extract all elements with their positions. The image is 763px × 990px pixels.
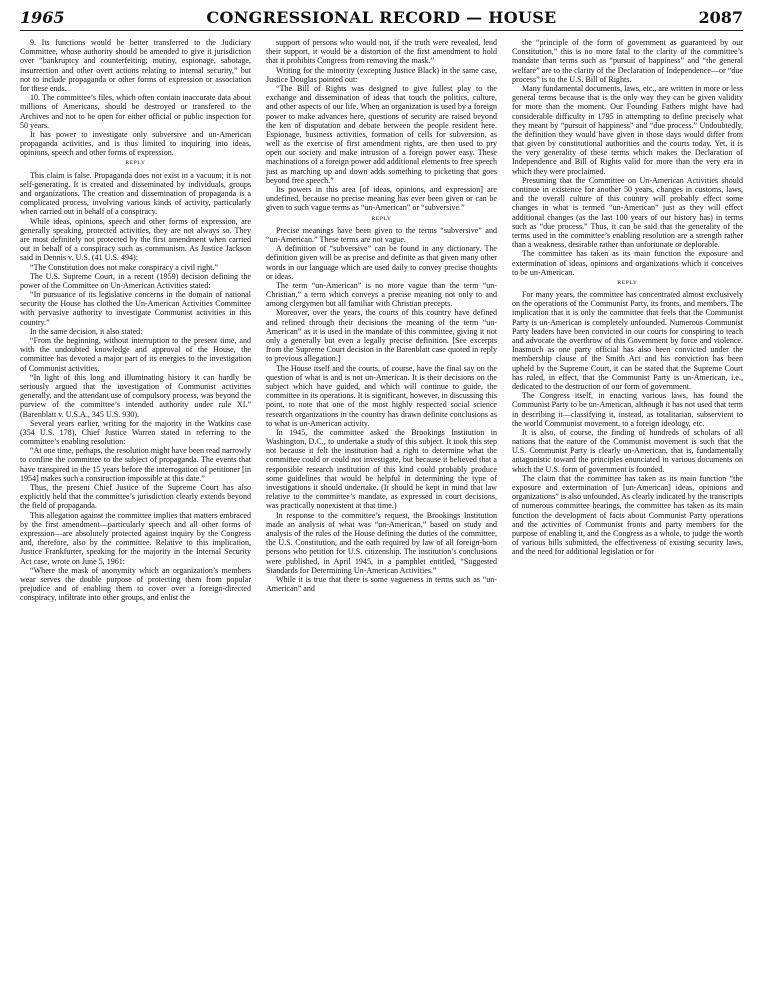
paragraph: It is also, of course, the finding of hundreds of scholars of all nations that the nature of the Communist movement is such that the U.S. Communist Party is clearly un-American, that is, fundamentally antagonistic toward the principles enunciated in various documents on which the U.S. form of government is founded. bbox=[512, 427, 743, 474]
paragraph: support of persons who would not, if the truth were revealed, lend their support, it would be a distortion of the first amendment to hold that it prohibits Congress from removing the mask.” bbox=[266, 38, 497, 66]
header-page-number: 2087 bbox=[698, 8, 743, 27]
paragraph: Presuming that the Committee on Un-American Activities should continue in existence for another 50 years, changes in customs, laws, and the overall culture of this country will probably effect some changes in what is termed “un-American” just as they will effect additional changes (as the last 100 years of our history has) in terms such as “due process.” Thus, it can be said that the generality of the terms used in the committee’s enabling resolution are a strength rather than a weakness, desirable rather than unfortunate or deplorable. bbox=[512, 175, 743, 250]
paragraph: “The Constitution does not make conspiracy a civil right.” bbox=[30, 262, 218, 272]
paragraph: Several years earlier, writing for the majority in the Watkins case (354 U.S. 178), Chief Justice Warren stated in referring to the committee’s enabling resolution: bbox=[20, 418, 251, 447]
paragraph: This allegation against the committee implies that matters embraced by the first amendment—particularly speech and all other forms of expression—are absolutely protected against inquiry by the Congress and, therefore, also by the committee. Relative to this implication, Justice Frankfurter, speaking for the majority in the Internal Security Act case, wrote on June 5, 1961: bbox=[20, 510, 251, 566]
paragraph: “In pursuance of its legislative concerns in the domain of national security the House has clothed the Un-American Activities Committee with pervasive authority to investigate Communist activities in this country.” bbox=[20, 290, 251, 327]
paragraph: In response to the committee’s request, the Brookings Institution made an analysis of what was “un-American,” based on study and analysis of the rules of the House defining the duties of the committee, the U.S. Constitution, and the oath required by law of all foreign-born persons who petition for U.S. citizenship. The institution’s conclusions were published, in April 1945, in a pamphlet entitled, “Suggested Standards for Determining Un-American Activities.” bbox=[266, 510, 497, 575]
paragraph: The Congress itself, in enacting various laws, has found the Communist Party to be un-American, although it has not used that term in describing it—classifying it, instead, as totalitarian, subservient to the world Communist movement, to a foreign ideology, etc. bbox=[512, 391, 743, 428]
paragraph: “At one time, perhaps, the resolution might have been read narrowly to confine the committee to the subject of propaganda. The events that have transpired in the 15 years before the interrogation of petitioner [in 1954] makes such a construction impossible at this date.” bbox=[20, 446, 251, 483]
paragraph: The House itself and the courts, of course, have the final say on the question of what is and is not un-American. It is their decisions on the subject which have guided, and which will continue to guide, the committee in its operations. It is significant, however, in discussing this point, to note that one of the most highly respected social science research organizations in the country has drawn definite conclusions as to what is un-American activity. bbox=[266, 363, 497, 428]
paragraph: The U.S. Supreme Court, in a recent (1959) decision defining the power of the Committee on Un-American Activities stated: bbox=[20, 271, 251, 290]
column-2 bbox=[266, 38, 497, 982]
paragraph: For many years, the committee has concentrated almost exclusively on the operations of the Communist Party, its fronts, and members. The implication that it is only the committee that feels that the Communist Party is un-American is completely unfounded. Numerous Communist Party leaders have been convicted in our courts for conspiring to teach and advocate the overthrow of this Government by force and violence. Inasmuch as one party official has also been convicted under the membership clause of the Smith Act and his conviction has been upheld by the Supreme Court, it can be stated that the Supreme Court has ruled, in effect, that the Communist Party is un-American, i.e., dedicated to the destruction of our form of government. bbox=[512, 290, 743, 391]
paragraph: Precise meanings have been given to the terms “subversive” and “un-American.” These terms are not vague. bbox=[266, 225, 497, 244]
header-rule bbox=[20, 30, 743, 31]
section-heading-reply: REPLY bbox=[371, 215, 392, 222]
paragraph: 9. Its functions would be better transferred to the Judiciary Committee, whose authority should be amended to give it jurisdiction over “bankruptcy and counterfeiting; mutiny, espionage, sabotage, insurrection and other overt actions relating to internal security,” but not to include propaganda or other forms of expression or association for these ends. bbox=[20, 38, 251, 93]
paragraph: Many fundamental documents, laws, etc., are written in more or less general terms because that is the only way they can be given validity for more than the moment. Our Founding Fathers might have had considerable difficulty in 1795 in attempting to define precisely what they meant by “pursuit of happiness” and “due process.” Undoubtedly, the definition they would have given in those days would differ from that given by constitutional authorities and the courts today. Yet, it is the very generality of these terms which makes the Declaration of Independence and Bill of Rights valid for more than the very era in which they were proclaimed. bbox=[512, 83, 743, 176]
paragraph: While it is true that there is some vagueness in terms such as “un-American” and bbox=[266, 574, 497, 594]
paragraph: Thus, the present Chief Justice of the Supreme Court has also explicitly held that the committee’s jurisdiction clearly extends beyond the field of propaganda. bbox=[20, 483, 251, 511]
column-3 bbox=[512, 38, 743, 982]
paragraph: Its powers in this area [of ideas, opinions, and expression] are undefined, because no precise meaning has ever been given or can be given to such vague terms as “un-American” or “subversive.” bbox=[266, 185, 497, 213]
paragraph: “The Bill of Rights was designed to give fullest play to the exchange and dissemination of ideas that touch the politics, culture, and other aspects of our life. When an organization is used by a foreign power to make advances here, questions of security are raised beyond the ken of disputation and debate between the people resident here. Espionage, business activities, formation of cells for subversion, as well as the exercise of first amendment rights, are then used to pry open our society and make intrusion of a foreign power easy. These machinations of a foreign power add additional elements to free speech just as marching up and down adds something to picketing that goes beyond free speech.” bbox=[266, 83, 497, 185]
paragraph: the “principle of the form of government as guaranteed by our Constitution,” this is no more fatal to the clarity of the committee’s mandate than terms such as “pursuit of happiness” and “the general welfare” are to the clarity of the Declaration of Independence—or “due process” is to the U.S. Bill of Rights. bbox=[512, 38, 743, 84]
paragraph: In 1945, the committee asked the Brookings Institution in Washington, D.C., to undertake a study of this subject. It took this step not because it felt the institution had a right to determine what the committee could or could not investigate, but because it believed that a responsible research institution of this kind could probably produce some guidelines that would be helpful in determining the type of investigations it should undertake. (It should be kept in mind that law relative to the committee’s mandate, as expressed in court decisions, was practically nonexistent at that time.) bbox=[266, 427, 497, 511]
paragraph: “In light of this long and illuminating history it can hardly be seriously argued that the investigation of Communist activities generally, and the attendant use of compulsory process, was beyond the purview of the committee’s intended authority under rule XI.” (Barenblatt v. U.S.A., 345 U.S. 930). bbox=[20, 372, 251, 419]
header-year: 1965 bbox=[20, 8, 65, 27]
paragraph: 10. The committee’s files, which often contain inaccurate data about millions of Americans, should be destroyed or transfered to the Archives and not to be open for either official or public inspection for 50 years. bbox=[20, 93, 251, 130]
paragraph: In the same decision, it also stated: bbox=[30, 326, 143, 336]
paragraph: While ideas, opinions, speech and other forms of expression, are generally speaking, protected activities, they are not always so. They are most definitely not protected by the first amendment when carried out in behalf of a conspiracy such as communism. As Justice Jackson said in Dennis v. U.S. (41 U.S. 494): bbox=[20, 216, 251, 263]
column-1 bbox=[20, 38, 251, 982]
header-title: CONGRESSIONAL RECORD — HOUSE bbox=[206, 8, 557, 27]
paragraph: Moreover, over the years, the courts of this country have defined and refined through their decisions the meaning of the term “un-American” as it is used in the mandate of this committee, giving it not only a generally but even a legally precise definition. [See excerpts from the Supreme Court decision in the Barenblatt case quoted in reply to previous allegation.] bbox=[266, 308, 497, 364]
section-heading-reply: REPLY bbox=[617, 279, 638, 286]
paragraph: The term “un-American” is no more vague than the term “un-Christian,” a term which conveys a precise meaning not only to and among clergymen but all familiar with Christian precepts. bbox=[266, 280, 497, 309]
paragraph: The committee has taken as its main function the exposure and extermination of ideas, opinions and organizations which it conceives to be un-American. bbox=[512, 249, 743, 277]
paragraph: Writing for the minority (excepting Justice Black) in the same case, Justice Douglas pointed out: bbox=[266, 65, 497, 84]
paragraph: “From the beginning, without interruption to the present time, and with the undoubted knowledge and approval of the House, the committee has devoted a major part of its energies to the investigation of Communist activities. bbox=[20, 336, 251, 373]
paragraph: A definition of “subversive” can be found in any dictionary. The definition given will be as precise and definite as that given many other words in our language which are used daily to convey precise thoughts or ideas. bbox=[266, 244, 497, 281]
section-heading-reply: REPLY bbox=[125, 160, 146, 167]
paragraph: This claim is false. Propaganda does not exist in a vacuum; it is not self-generating. It is created and disseminated by individuals, groups and organizations. The creation and dissemination of propaganda is a complicated process, involving various kinds of activity, particularly when carried out in behalf of a conspiracy. bbox=[20, 170, 251, 217]
paragraph: “Where the mask of anonymity which an organization’s members wear serves the double purpose of protecting them from popular prejudice and of enabling them to cover over a foreign-directed conspiracy, infiltrate into other groups, and enlist the bbox=[20, 565, 251, 603]
paragraph: The claim that the committee has taken as its main function “the exposure and extermination of [un-American] ideas, opinions and organizations” is also unfounded. As clearly indicated by the transcripts of numerous committee hearings, the committee has taken as its main function the development of facts about Communist Party operations and the activities of Communist fronts and party members for the purpose of enabling it, and the Congress as a whole, to judge the worth of various bills submitted, the effectiveness of existing security laws, and the need for additional legislation or for bbox=[512, 473, 743, 557]
paragraph: It has power to investigate only subversive and un-American propaganda activities, and is thus limited to inquiring into ideas, opinions, speech and other forms of expression. bbox=[20, 129, 251, 158]
